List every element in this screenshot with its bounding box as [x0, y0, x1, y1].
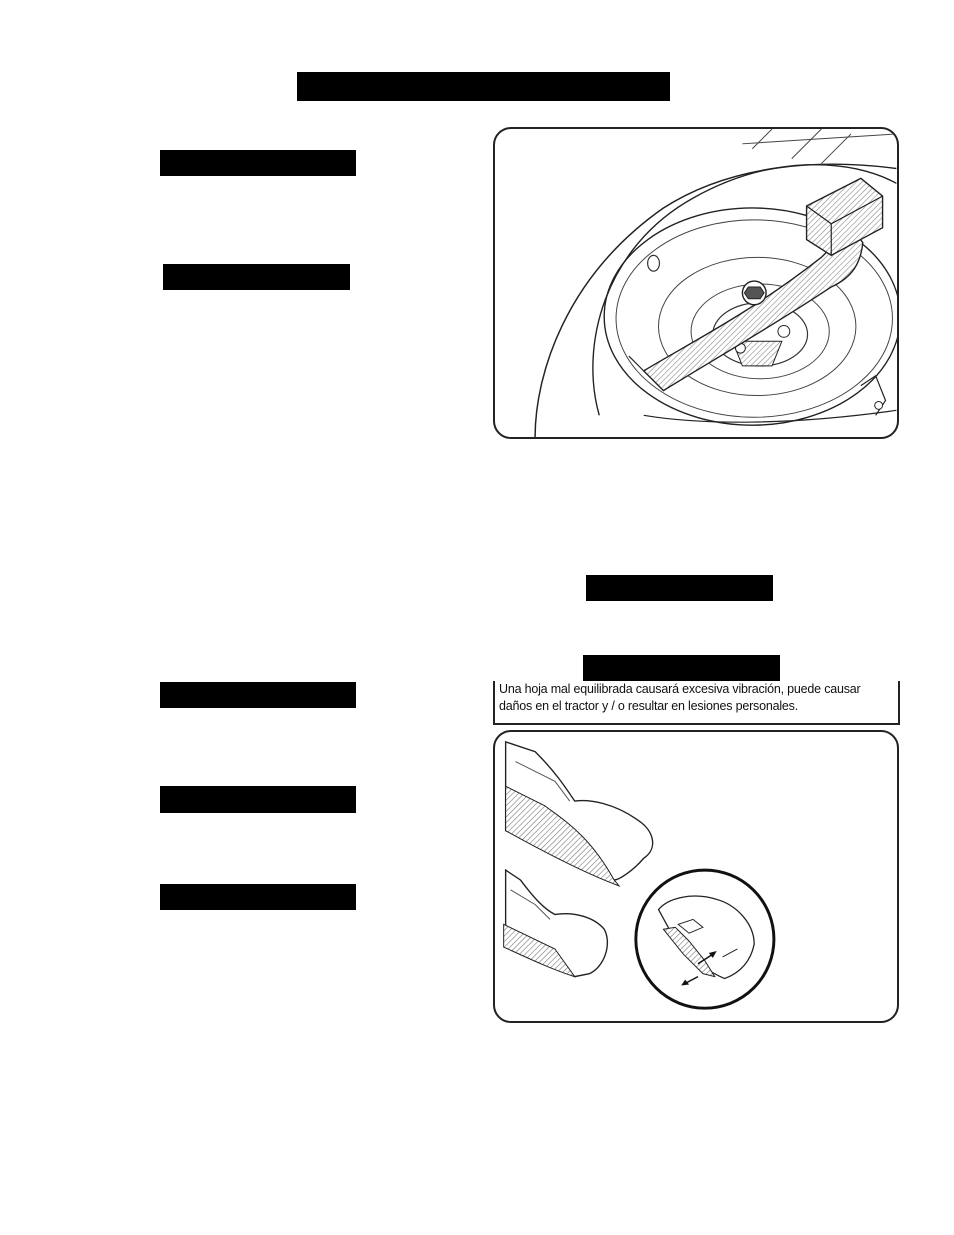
blade-sharpening-icon — [495, 732, 897, 1021]
warning-text-line-1: Una hoja mal equilibrada causará excesiva vibración, puede causar — [499, 682, 861, 696]
section-heading-bar-2 — [163, 264, 350, 290]
section-heading-bar-3 — [586, 575, 773, 601]
section-heading-bar-5 — [160, 786, 356, 813]
blade-removal-figure — [493, 127, 899, 439]
section-heading-bar-1 — [160, 150, 356, 176]
mower-blade-removal-icon — [495, 129, 897, 437]
blade-balance-warning — [493, 681, 900, 725]
section-heading-bar-6 — [160, 884, 356, 910]
warning-heading-bar — [583, 655, 780, 681]
section-heading-bar-4 — [160, 682, 356, 708]
warning-text-line-2: daños en el tractor y / o resultar en lesiones personales. — [499, 698, 798, 713]
title-bar — [297, 72, 670, 101]
blade-sharpening-figure — [493, 730, 899, 1023]
